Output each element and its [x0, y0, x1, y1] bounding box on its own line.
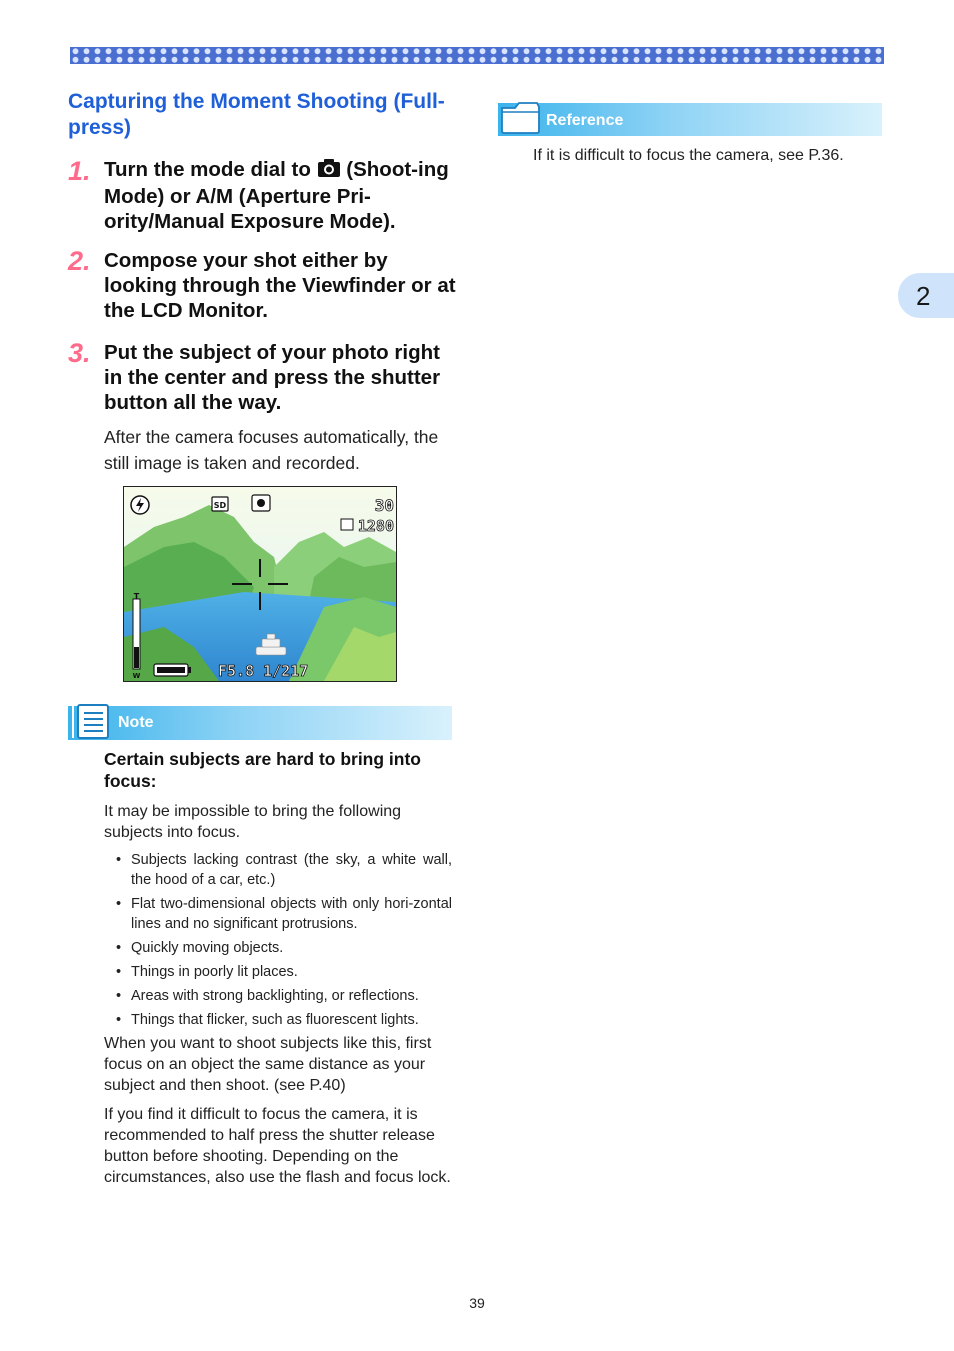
flash-icon — [131, 496, 149, 514]
note-notepad-icon — [70, 702, 112, 745]
step-3-text: Put the subject of your photo right in the center and press the shutter button all the way. — [104, 341, 441, 414]
list-item: • Subjects lacking contrast (the sky, a white wall, the hood of a car, etc.) — [116, 850, 452, 890]
zoom-bar — [133, 592, 141, 680]
step-3-description: After the camera focuses automatically, the still image is taken and recorded. — [104, 427, 439, 473]
list-item: • Things that flicker, such as fluorescent lights. — [116, 1010, 452, 1030]
lcd-monitor-illustration — [123, 486, 397, 682]
quality-icon — [341, 519, 353, 530]
step-2-text: Compose your shot either by looking through the Viewfinder or at the LCD Monitor. — [104, 249, 456, 322]
landscape-scene — [124, 487, 396, 681]
note-label: Note — [118, 714, 154, 731]
step-number-2: 2. — [68, 246, 91, 276]
aperture-shutter-readout: F5.8 1/217 — [218, 662, 309, 680]
note-bullet-list — [116, 850, 452, 1034]
svg-text:W: W — [132, 672, 141, 680]
note-paragraph-1: When you want to shoot subjects like this, first focus on an object the same distance as your subject and then shoot. (see P.40) — [104, 1035, 432, 1094]
folder-icon — [499, 98, 543, 141]
sd-card-icon — [212, 497, 228, 511]
reference-label: Reference — [546, 112, 624, 129]
page-number: 39 — [469, 1295, 485, 1311]
svg-text:T: T — [133, 592, 140, 601]
step-number-1: 1. — [68, 156, 91, 186]
camera-icon — [317, 158, 341, 184]
list-item: • Quickly moving objects. — [116, 938, 452, 958]
battery-icon — [154, 664, 191, 676]
note-paragraph-2: If you find it difficult to focus the camera, it is recommended to half press the shutter release button before shooting. Depending on the circumstances, also use the flash and focus lock. — [104, 1106, 451, 1186]
chapter-number: 2 — [916, 281, 931, 311]
mode-camera-icon — [252, 495, 270, 511]
list-item: • Things in poorly lit places. — [116, 962, 452, 982]
shots-remaining: 30 — [374, 496, 394, 515]
list-item: • Flat two-dimensional objects with only hori-zontal lines and no significant protrusions. — [116, 894, 452, 934]
note-intro: It may be impossible to bring the following subjects into focus. — [104, 803, 402, 841]
list-item: • Areas with strong backlighting, or reflections. — [116, 986, 452, 1006]
section-title: Capturing the Moment Shooting (Full-press) — [68, 90, 445, 139]
step-number-3: 3. — [68, 338, 91, 368]
svg-text:SD: SD — [213, 501, 227, 510]
resolution-readout: 1280 — [357, 517, 394, 535]
reference-text: If it is difficult to focus the camera, see P.36. — [533, 147, 844, 164]
step-1-text: Turn the mode dial to (Shoot-ing Mode) or A/M (Aperture Pri-ority/Manual Exposure Mode). — [104, 158, 449, 233]
header-dotted-band — [70, 47, 884, 64]
note-heading: Certain subjects are hard to bring into focus: — [104, 749, 421, 791]
